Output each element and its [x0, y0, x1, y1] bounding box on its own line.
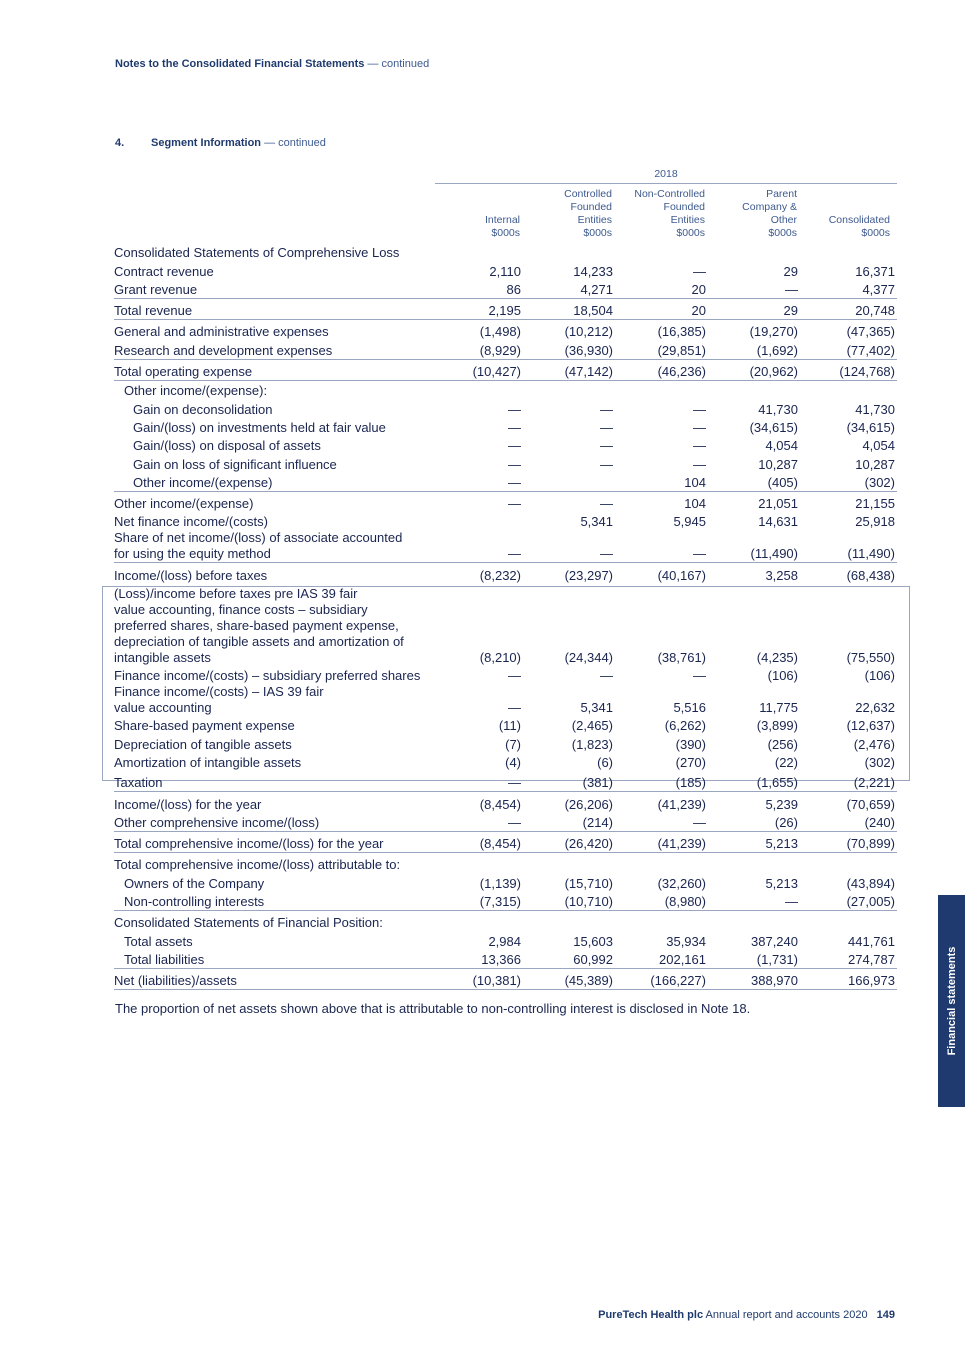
row-value: 14,631 [758, 514, 798, 530]
row-value: 166,973 [802, 968, 897, 989]
row-value: (32,260) [657, 875, 706, 891]
row-value [710, 853, 802, 874]
row-value: 41,730 [855, 401, 895, 417]
row-value: (15,710) [564, 875, 613, 891]
row-value: — [600, 496, 613, 512]
section-suffix: — continued [264, 137, 326, 149]
row-value: (1,731) [710, 950, 802, 969]
row-value [802, 853, 897, 874]
row-value: — [617, 530, 710, 563]
table-row [114, 261, 897, 279]
column-header-line: $000s [768, 227, 797, 239]
row-label: Total comprehensive income/(loss) for the year [114, 831, 439, 852]
row-label: Share-based payment expense [114, 718, 295, 734]
row-value: (41,239) [657, 796, 706, 812]
row-value: (36,930) [525, 340, 617, 359]
row-label: Share of net income/(loss) of associate accounted for using the equity method [114, 530, 439, 563]
row-label: (Loss)/income before taxes pre IAS 39 fair value accounting, finance costs – subsidiary preferred shares, share-based payment expense, depreciation of tangible assets and amortization of intangible assets [114, 585, 404, 665]
section-number: 4. [115, 137, 125, 149]
row-value: — [508, 456, 521, 472]
column-header-line: $000s [583, 227, 612, 239]
row-value: 29 [710, 298, 802, 319]
row-value: (8,232) [479, 567, 521, 583]
row-value: 20 [617, 280, 710, 299]
segment-table [114, 243, 897, 990]
table-row [114, 684, 897, 716]
column-header-line: $000s [676, 227, 705, 239]
row-value: (46,236) [617, 359, 710, 380]
row-value: — [508, 700, 521, 716]
page-footer [598, 1309, 895, 1321]
column-header [829, 214, 890, 240]
row-value: (302) [802, 473, 897, 492]
row-label: Other income/(expense): [124, 383, 268, 399]
row-value: — [508, 668, 521, 684]
row-label: Non-controlling interests [114, 892, 439, 911]
row-value: 41,730 [758, 401, 798, 417]
row-value: (7,315) [439, 892, 525, 911]
row-value: 86 [439, 280, 525, 299]
row-value: (6,262) [664, 718, 706, 734]
row-value: — [600, 401, 613, 417]
row-value: (29,851) [617, 340, 710, 359]
row-value: (1,655) [710, 771, 802, 792]
row-label: Total comprehensive income/(loss) attributable to: [114, 857, 401, 873]
row-value: (16,385) [657, 324, 706, 340]
column-header [634, 188, 705, 240]
row-value: (256) [767, 736, 798, 752]
row-value: (124,768) [802, 359, 897, 380]
row-label: Owners of the Company [124, 875, 265, 891]
column-header [564, 188, 612, 240]
row-value: (38,761) [657, 649, 706, 665]
column-header-line: Controlled [564, 188, 612, 200]
row-value: — [600, 438, 613, 454]
table-row [114, 584, 897, 666]
row-value: — [508, 438, 521, 454]
row-label: Depreciation of tangible assets [114, 736, 292, 752]
row-value: — [439, 530, 525, 563]
row-value: 21,155 [855, 496, 895, 512]
row-value: (166,227) [617, 968, 710, 989]
row-value [802, 381, 897, 400]
row-value: (270) [675, 754, 706, 770]
row-value: (4,235) [756, 649, 798, 665]
row-value: (70,899) [802, 831, 897, 852]
row-value: 29 [783, 263, 798, 279]
row-value [439, 243, 525, 261]
running-head-suffix: — continued [367, 58, 430, 70]
year-header: 2018 [654, 168, 678, 180]
row-value: 5,341 [580, 514, 613, 530]
row-value: 2,195 [439, 298, 525, 319]
table-row [114, 831, 897, 852]
row-value: (8,210) [479, 649, 521, 665]
row-label: Total assets [124, 933, 193, 949]
row-label: Net (liabilities)/assets [114, 968, 439, 989]
row-value: 104 [617, 473, 710, 492]
row-label: General and administrative expenses [114, 324, 329, 340]
table-row [114, 418, 897, 436]
column-header-line: Parent [766, 188, 797, 200]
row-value [710, 243, 802, 261]
row-value [525, 911, 617, 932]
row-value: (405) [710, 473, 802, 492]
row-value: 4,054 [765, 438, 798, 454]
row-value: (8,929) [439, 340, 525, 359]
column-header-line: Company & [742, 201, 797, 213]
row-value: — [600, 456, 613, 472]
row-value: (11) [498, 718, 521, 734]
row-value: 35,934 [666, 933, 706, 949]
row-value: 4,377 [802, 280, 897, 299]
row-value: (20,962) [710, 359, 802, 380]
row-value [617, 381, 710, 400]
row-label: Total revenue [114, 298, 439, 319]
row-value: (1,692) [710, 340, 802, 359]
row-value: 5,945 [673, 514, 706, 530]
row-value: (40,167) [657, 567, 706, 583]
row-value: 60,992 [525, 950, 617, 969]
row-value: 5,213 [710, 831, 802, 852]
row-value: 13,366 [439, 950, 525, 969]
row-value [525, 243, 617, 261]
row-value [710, 381, 802, 400]
column-header-line: Non-Controlled [634, 188, 705, 200]
table-row [114, 399, 897, 417]
table-row [114, 491, 897, 512]
footer-company: PureTech Health plc [598, 1309, 704, 1321]
column-header-line: $000s [861, 227, 890, 239]
row-value [525, 853, 617, 874]
row-label: Gain/(loss) on disposal of assets [133, 438, 321, 454]
row-label: Finance income/(costs) – IAS 39 fair value accounting [114, 684, 324, 716]
row-value: 5,341 [580, 700, 613, 716]
side-tab-label: Financial statements [945, 946, 958, 1056]
row-value: (8,454) [479, 796, 521, 812]
row-value [439, 853, 525, 874]
row-value: — [710, 280, 802, 299]
row-label: Other income/(expense) [114, 473, 439, 492]
row-value: — [693, 401, 706, 417]
row-value [617, 243, 710, 261]
row-value: — [693, 668, 706, 684]
row-value: (47,142) [525, 359, 617, 380]
table-row [114, 473, 897, 492]
column-header-line: Entities [577, 214, 612, 226]
row-value: (34,615) [749, 419, 798, 435]
table-row [114, 911, 897, 932]
row-value [710, 911, 802, 932]
row-value: 10,287 [758, 456, 798, 472]
row-value: 14,233 [573, 263, 613, 279]
row-value [439, 512, 525, 530]
row-value [617, 853, 710, 874]
row-value: (2,465) [571, 718, 613, 734]
row-value: (11,490) [710, 530, 802, 563]
row-label: Gain on loss of significant influence [133, 456, 337, 472]
row-value: (10,212) [564, 324, 613, 340]
row-value: (10,427) [439, 359, 525, 380]
row-label: Gain on deconsolidation [133, 401, 273, 417]
row-value: (2,221) [802, 771, 897, 792]
row-value: 5,239 [765, 796, 798, 812]
row-value [617, 911, 710, 932]
row-value: (7) [505, 736, 521, 752]
row-value: (10,381) [439, 968, 525, 989]
row-value: 18,504 [525, 298, 617, 319]
column-header-line: Founded [570, 201, 612, 213]
table-row [114, 280, 897, 299]
table-row [114, 968, 897, 989]
row-value: (390) [675, 736, 706, 752]
side-tab[interactable] [938, 895, 965, 1107]
table-row [114, 381, 897, 400]
table-row [114, 950, 897, 969]
row-value: (4) [505, 754, 521, 770]
column-header-line: Entities [670, 214, 705, 226]
row-value: — [617, 813, 710, 832]
row-value: — [710, 892, 802, 911]
row-value: (22) [774, 754, 798, 770]
row-label: Total operating expense [114, 359, 439, 380]
row-value: (43,894) [846, 875, 895, 891]
row-value: (10,710) [525, 892, 617, 911]
table-row [114, 563, 897, 584]
row-value: — [439, 771, 525, 792]
section-title: Segment Information [151, 137, 262, 149]
column-header-line: $000s [491, 227, 520, 239]
row-value: — [693, 456, 706, 472]
table-row [114, 753, 897, 771]
table-row [114, 359, 897, 380]
row-label: Other comprehensive income/(loss) [114, 813, 439, 832]
row-label: Income/(loss) for the year [114, 796, 262, 812]
row-value: — [439, 813, 525, 832]
table-row [114, 853, 897, 874]
row-value: 15,603 [573, 933, 613, 949]
row-value: (8,980) [617, 892, 710, 911]
row-value: — [693, 438, 706, 454]
running-head-title: Notes to the Consolidated Financial Statements [115, 58, 365, 70]
column-header [742, 188, 797, 240]
row-value: (185) [617, 771, 710, 792]
table-row [114, 454, 897, 472]
section-heading [115, 137, 326, 149]
row-value: (24,344) [564, 649, 613, 665]
row-value: (68,438) [846, 567, 895, 583]
row-value: (11,490) [802, 530, 897, 563]
row-label: Taxation [114, 771, 439, 792]
row-value: (75,550) [846, 649, 895, 665]
row-value: — [525, 530, 617, 563]
table-row [114, 931, 897, 949]
footnote: The proportion of net assets shown above that is attributable to non-controlling interest is disclosed in Note 18. [115, 1001, 751, 1016]
row-value: (1,139) [479, 875, 521, 891]
row-label: Other income/(expense) [114, 496, 254, 512]
row-value: (2,476) [853, 736, 895, 752]
row-value: (26,420) [525, 831, 617, 852]
row-value: — [600, 668, 613, 684]
row-value: 4,054 [862, 438, 895, 454]
footer-report: Annual report and accounts 2020 [705, 1309, 868, 1321]
row-value: (34,615) [846, 419, 895, 435]
row-value: — [693, 263, 706, 279]
row-value: 104 [684, 496, 706, 512]
row-value: 2,110 [489, 263, 521, 279]
row-value: 3,258 [765, 567, 798, 583]
column-header-line: Consolidated [828, 214, 890, 226]
row-value: 388,970 [710, 968, 802, 989]
row-label: Net finance income/(costs) [114, 514, 268, 530]
row-value: 5,516 [673, 700, 706, 716]
table-row [114, 436, 897, 454]
table-row [114, 792, 897, 813]
row-value: (3,899) [756, 718, 798, 734]
row-value: 5,213 [765, 875, 798, 891]
row-value: (8,454) [439, 831, 525, 852]
row-value: 4,271 [525, 280, 617, 299]
row-value: (47,365) [846, 324, 895, 340]
row-label: Finance income/(costs) – subsidiary preferred shares [114, 668, 421, 684]
column-header-line: Other [770, 214, 797, 226]
row-value [525, 473, 617, 492]
row-value: (6) [597, 754, 613, 770]
row-value: 441,761 [848, 933, 895, 949]
table-row [114, 873, 897, 891]
row-value: (106) [864, 668, 895, 684]
column-header-line: Internal [484, 214, 520, 226]
column-header-line: Founded [663, 201, 705, 213]
row-value: — [439, 473, 525, 492]
row-value: 387,240 [751, 933, 798, 949]
row-value: — [508, 401, 521, 417]
table-row [114, 530, 897, 563]
row-value: (214) [525, 813, 617, 832]
table-row [114, 771, 897, 792]
row-value: 2,984 [488, 933, 521, 949]
row-value: (77,402) [802, 340, 897, 359]
table-row [114, 716, 897, 734]
row-value: (12,637) [846, 718, 895, 734]
table-row [114, 340, 897, 359]
row-label: Contract revenue [114, 263, 214, 279]
year-rule [435, 183, 897, 184]
table-row [114, 813, 897, 832]
row-value: (45,389) [525, 968, 617, 989]
row-value [439, 381, 525, 400]
row-label: Grant revenue [114, 280, 439, 299]
row-label: Total liabilities [114, 950, 439, 969]
table-row [114, 512, 897, 530]
row-value: 22,632 [855, 700, 895, 716]
row-value: (26,206) [564, 796, 613, 812]
row-value: — [693, 419, 706, 435]
table-row [114, 666, 897, 684]
row-value: (26) [710, 813, 802, 832]
row-value: 25,918 [855, 514, 895, 530]
row-label: Consolidated Statements of Financial Position: [114, 915, 383, 931]
column-header [485, 214, 520, 240]
row-value: 274,787 [802, 950, 897, 969]
row-value: (106) [767, 668, 798, 684]
row-value: 20 [617, 298, 710, 319]
row-label: Consolidated Statements of Comprehensive Loss [114, 245, 400, 261]
table-row [114, 243, 897, 261]
row-label: Gain/(loss) on investments held at fair value [133, 419, 386, 435]
row-label: Amortization of intangible assets [114, 754, 302, 770]
row-value: (19,270) [749, 324, 798, 340]
row-value: (27,005) [802, 892, 897, 911]
row-value [439, 911, 525, 932]
table-row [114, 734, 897, 752]
row-value [802, 911, 897, 932]
row-value: — [508, 419, 521, 435]
row-value: 10,287 [855, 456, 895, 472]
row-value [802, 243, 897, 261]
table-row [114, 298, 897, 319]
table-row [114, 320, 897, 341]
row-value: 20,748 [802, 298, 897, 319]
row-value: 11,775 [759, 700, 798, 716]
row-value: — [600, 419, 613, 435]
row-label: Research and development expenses [114, 340, 439, 359]
row-value: — [508, 496, 521, 512]
row-value: 202,161 [617, 950, 710, 969]
row-value: (381) [525, 771, 617, 792]
row-value: (23,297) [564, 567, 613, 583]
row-value: (240) [802, 813, 897, 832]
row-value: (1,498) [479, 324, 521, 340]
row-value: (1,823) [571, 736, 613, 752]
row-value: (70,659) [846, 796, 895, 812]
row-value: (302) [864, 754, 895, 770]
row-value [525, 381, 617, 400]
table-row [114, 892, 897, 911]
row-value: 16,371 [855, 263, 895, 279]
row-value: 21,051 [758, 496, 798, 512]
page-number: 149 [876, 1309, 895, 1321]
running-head [115, 58, 429, 70]
row-label: Income/(loss) before taxes [114, 567, 268, 583]
row-value: (41,239) [617, 831, 710, 852]
